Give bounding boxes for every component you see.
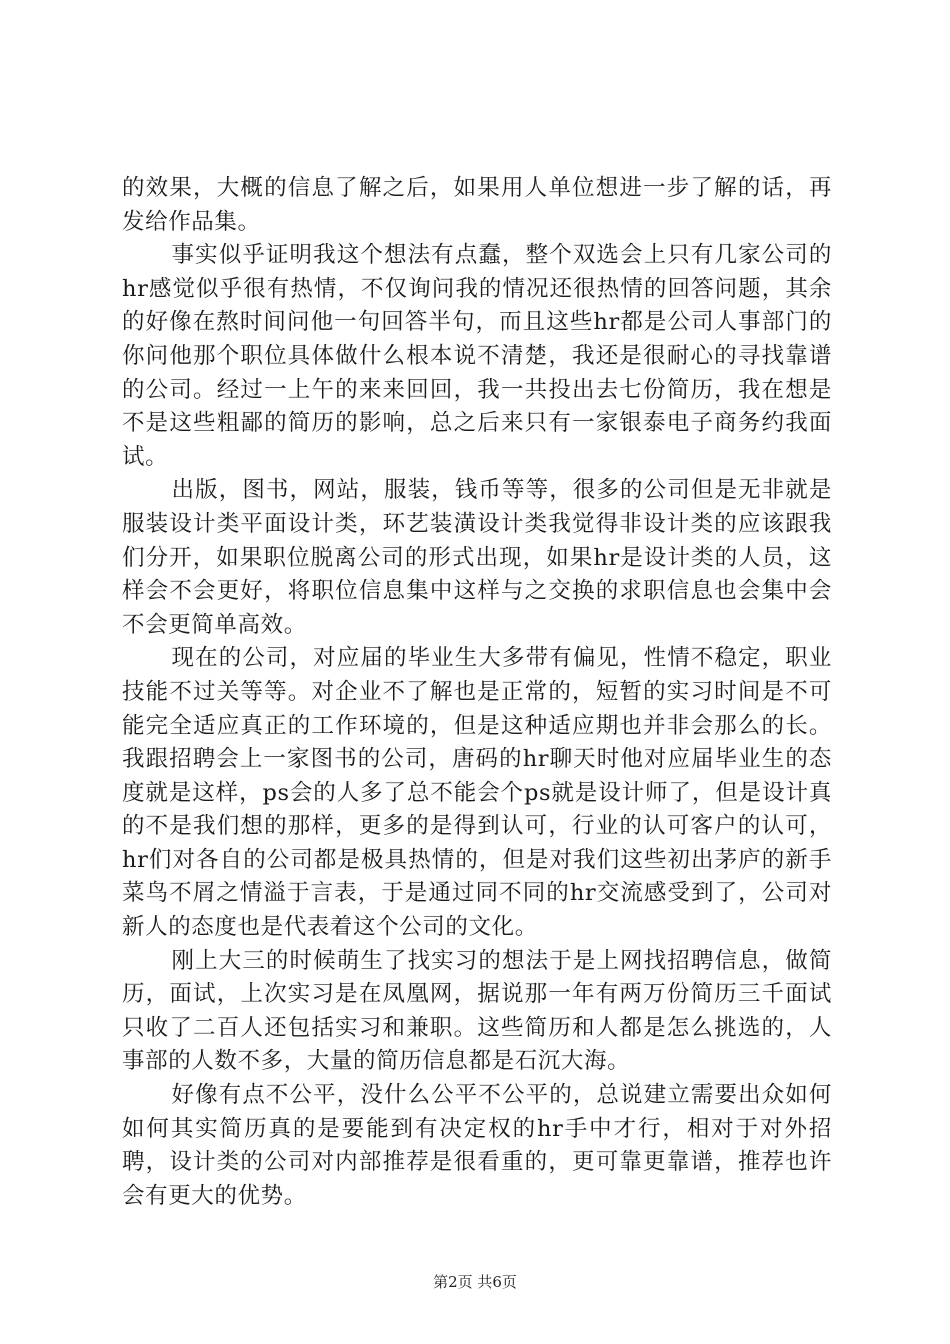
body-text xyxy=(122,172,832,1213)
paragraph-3: 出版，图书，网站，服装，钱币等等，很多的公司但是无非就是服装设计类平面设计类，环艺装潢设计类我觉得非设计类的应该跟我们分开，如果职位脱离公司的形式出现，如果hr是设计类的人员，这样会不会更好，将职位信息集中这样与之交换的求职信息也会集中会不会更简单高效。 xyxy=(122,477,832,638)
page-number: 第2页 共6页 xyxy=(433,1273,517,1291)
paragraph-1: 的效果，大概的信息了解之后，如果用人单位想进一步了解的话，再发给作品集。 xyxy=(122,175,832,235)
page-footer xyxy=(0,1272,950,1292)
paragraph-6: 好像有点不公平，没什么公平不公平的，总说建立需要出众如何如何其实简历真的是要能到有决定权的hr手中才行，相对于对外招聘，设计类的公司对内部推荐是很看重的，更可靠更靠谱，推荐也许会有更大的优势。 xyxy=(122,1082,832,1209)
paragraph-4: 现在的公司，对应届的毕业生大多带有偏见，性情不稳定，职业技能不过关等等。对企业不了解也是正常的，短暂的实习时间是不可能完全适应真正的工作环境的，但是这种适应期也并非会那么的长。我跟招聘会上一家图书的公司，唐码的hr聊天时他对应届毕业生的态度就是这样，ps会的人多了总不能会个ps就是设计师了，但是设计真的不是我们想的那样，更多的是得到认可，行业的认可客户的认可，hr们对各自的公司都是极具热情的，但是对我们这些初出茅庐的新手菜鸟不屑之情溢于言表，于是通过同不同的hr交流感受到了，公司对新人的态度也是代表着这个公司的文化。 xyxy=(122,645,832,941)
paragraph-2: 事实似乎证明我这个想法有点蠢，整个双选会上只有几家公司的hr感觉似乎很有热情，不仅询问我的情况还很热情的回答问题，其余的好像在熬时间问他一句回答半句，而且这些hr都是公司人事部门的你问他那个职位具体做什么根本说不清楚，我还是很耐心的寻找靠谱的公司。经过一上午的来来回回，我一共投出去七份简历，我在想是不是这些粗鄙的简历的影响，总之后来只有一家银泰电子商务约我面试。 xyxy=(122,242,832,470)
paragraph-5: 刚上大三的时候萌生了找实习的想法于是上网找招聘信息，做简历，面试，上次实习是在凤凰网，据说那一年有两万份简历三千面试只收了二百人还包括实习和兼职。这些简历和人都是怎么挑选的，人事部的人数不多，大量的简历信息都是石沉大海。 xyxy=(122,947,832,1075)
